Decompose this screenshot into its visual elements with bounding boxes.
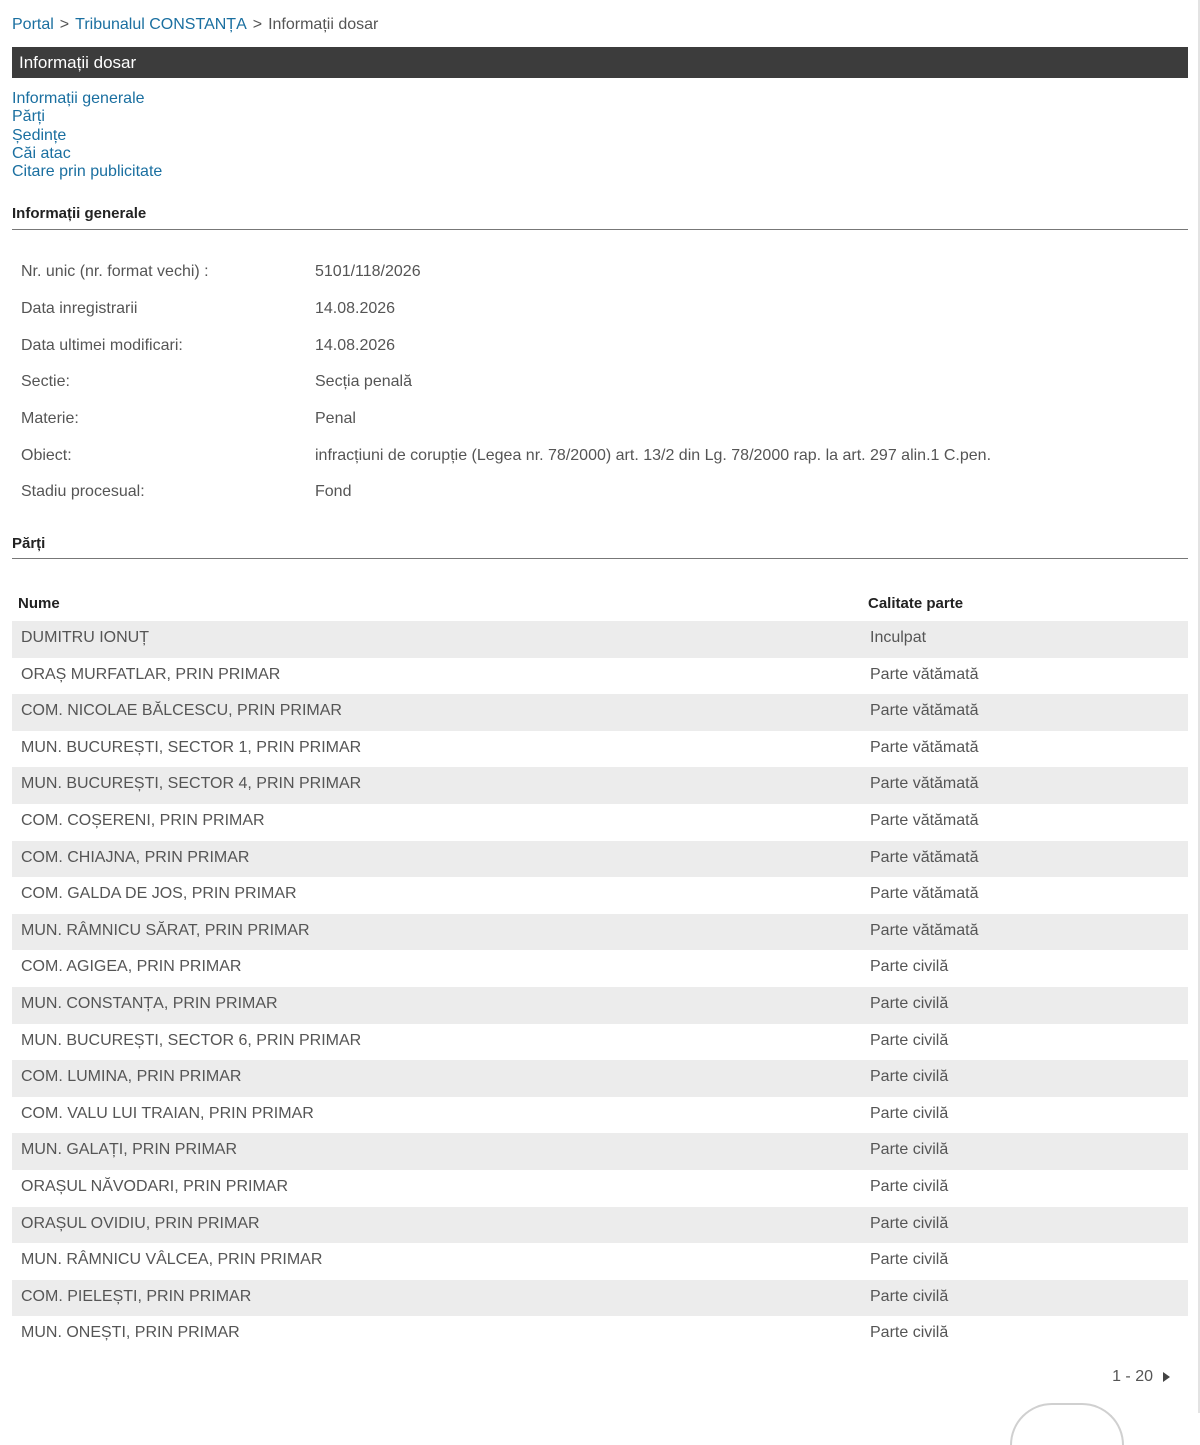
party-role: Parte vătămată [870,848,979,866]
party-role: Parte vătămată [870,702,979,720]
party-role: Parte civilă [870,958,949,976]
table-row [12,1024,1188,1061]
info-value: 5101/118/2026 [315,263,421,280]
info-value: 14.08.2026 [315,300,396,317]
party-name: COM. COȘERENI, PRIN PRIMAR [21,811,265,829]
table-row [12,1170,1188,1207]
info-label: Sectie: [21,373,70,390]
party-name: MUN. CONSTANȚA, PRIN PRIMAR [21,994,278,1012]
breadcrumb [12,16,378,34]
info-value: Secția penală [315,373,412,390]
info-label: Data ultimei modificari: [21,337,183,354]
page-title-bar: Informații dosar [12,47,1188,78]
info-value: Fond [315,483,352,500]
party-name: MUN. BUCUREȘTI, SECTOR 6, PRIN PRIMAR [21,1031,362,1049]
info-value: infracțiuni de corupție (Legea nr. 78/2000) art. 13/2 din Lg. 78/2000 rap. la art. 297 alin.1 C.pen. [315,447,992,464]
party-name: COM. AGIGEA, PRIN PRIMAR [21,958,242,976]
table-row [12,1097,1188,1134]
party-role: Parte vătămată [870,738,979,756]
info-value: 14.08.2026 [315,337,396,354]
party-role: Parte civilă [870,1177,949,1195]
table-row [12,658,1188,695]
party-name: COM. NICOLAE BĂLCESCU, PRIN PRIMAR [21,702,342,720]
floating-button-edge[interactable] [1010,1403,1124,1445]
party-role: Inculpat [870,629,927,646]
column-header-calitate-parte: Calitate parte [868,595,964,612]
breadcrumb-portal-link[interactable]: Portal [12,16,54,33]
anchor-cai-atac[interactable]: Căi atac [12,144,71,162]
party-role: Parte vătămată [870,921,979,939]
party-role: Parte civilă [870,1251,949,1269]
table-row [12,1207,1188,1244]
info-label: Data inregistrarii [21,300,138,317]
party-role: Parte civilă [870,1104,949,1122]
table-row [12,841,1188,878]
next-page-icon[interactable] [1163,1372,1170,1382]
party-role: Parte civilă [870,1141,949,1159]
table-row [12,950,1188,987]
table-row [12,1060,1188,1097]
party-name: COM. CHIAJNA, PRIN PRIMAR [21,848,250,866]
table-row [12,1280,1188,1317]
table-row [12,694,1188,731]
table-row [12,914,1188,951]
party-role: Parte vătămată [870,665,979,683]
party-role: Parte vătămată [870,885,979,903]
breadcrumb-separator: > [252,16,263,33]
party-name: MUN. RÂMNICU VÂLCEA, PRIN PRIMAR [21,1251,323,1269]
party-role: Parte civilă [870,1068,949,1086]
party-name: ORAȘ MURFATLAR, PRIN PRIMAR [21,665,281,683]
breadcrumb-current: Informații dosar [268,16,379,33]
party-name: MUN. BUCUREȘTI, SECTOR 1, PRIN PRIMAR [21,738,362,756]
table-row [12,804,1188,841]
breadcrumb-separator: > [59,16,70,33]
party-name: MUN. RÂMNICU SĂRAT, PRIN PRIMAR [21,921,310,939]
anchor-parti[interactable]: Părți [12,108,45,126]
table-row [12,1316,1188,1353]
anchor-informatii-generale[interactable]: Informații generale [12,90,145,107]
pagination-range: 1 - 20 [1112,1368,1153,1385]
party-role: Parte civilă [870,1287,949,1305]
party-role: Parte vătămată [870,811,979,829]
info-label: Nr. unic (nr. format vechi) : [21,263,209,280]
party-name: ORAȘUL OVIDIU, PRIN PRIMAR [21,1214,260,1232]
parties-heading: Părți [12,535,1188,559]
table-row [12,621,1188,658]
party-role: Parte civilă [870,994,949,1012]
pagination [1112,1368,1170,1386]
party-name: COM. PIELEȘTI, PRIN PRIMAR [21,1287,252,1305]
party-name: COM. VALU LUI TRAIAN, PRIN PRIMAR [21,1104,314,1122]
party-name: MUN. ONEȘTI, PRIN PRIMAR [21,1324,240,1342]
table-row [12,987,1188,1024]
party-name: DUMITRU IONUȚ [21,629,149,646]
breadcrumb-court-link[interactable]: Tribunalul CONSTANȚA [75,16,247,33]
party-name: MUN. BUCUREȘTI, SECTOR 4, PRIN PRIMAR [21,775,362,793]
table-row [12,1133,1188,1170]
party-name: COM. LUMINA, PRIN PRIMAR [21,1068,242,1086]
party-role: Parte civilă [870,1214,949,1232]
info-value: Penal [315,410,356,427]
party-name: ORAȘUL NĂVODARI, PRIN PRIMAR [21,1177,289,1195]
anchor-sedinte[interactable]: Ședințe [12,126,67,144]
party-role: Parte civilă [870,1324,949,1342]
table-header [12,585,1188,621]
anchor-citare-prin-publicitate[interactable]: Citare prin publicitate [12,163,163,181]
table-row [12,731,1188,768]
table-row [12,767,1188,804]
section-anchor-nav [12,90,162,181]
parties-table [12,585,1188,1353]
info-label: Materie: [21,410,79,427]
party-name: MUN. GALAȚI, PRIN PRIMAR [21,1141,238,1159]
info-label: Stadiu procesual: [21,483,145,500]
table-row [12,877,1188,914]
info-label: Obiect: [21,447,72,464]
party-name: COM. GALDA DE JOS, PRIN PRIMAR [21,885,297,903]
table-row [12,1243,1188,1280]
column-header-nume: Nume [18,595,60,612]
general-info-heading: Informații generale [12,205,1188,230]
party-role: Parte vătămată [870,775,979,793]
party-role: Parte civilă [870,1031,949,1049]
